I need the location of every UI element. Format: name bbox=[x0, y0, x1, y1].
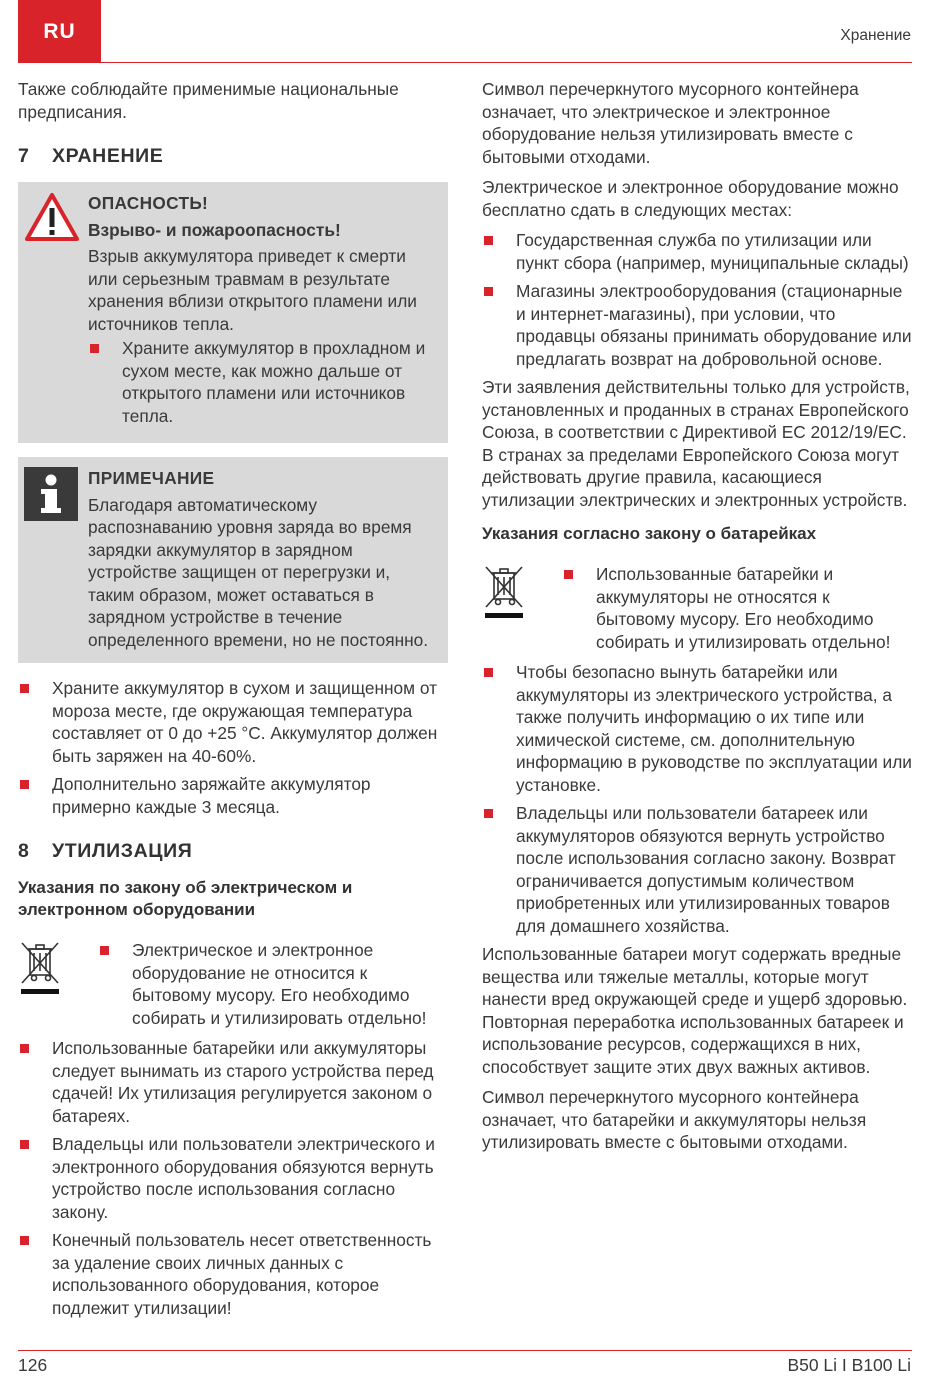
weee-bullet: Электрическое и электронное оборудование не относится к бытовому мусору. Его необходимо собирать и утилизировать отдельно! bbox=[98, 939, 448, 1029]
model-name: B50 Li I B100 Li bbox=[787, 1355, 911, 1375]
section-7-number: 7 bbox=[18, 145, 30, 167]
battery-bullet: Чтобы безопасно вынуть батарейки или аккумуляторы из электрического устройства, а также получить информацию о их типе или химической системе, см. дополнительную информацию в руководстве по эксплуатации или установке. bbox=[482, 661, 912, 796]
danger-text: Взрыв аккумулятора приведет к смерти или серьезным травмам в результате хранения вблизи открытого пламени или источников тепла. bbox=[88, 246, 417, 334]
note-title: ПРИМЕЧАНИЕ bbox=[88, 468, 215, 488]
disposal-bullet: Конечный пользователь несет ответственность за удаление своих личных данных с использованного оборудования, которое подлежит утилизации! bbox=[18, 1229, 448, 1319]
collection-place-item: Государственная служба по утилизации или пункт сбора (например, муниципальные склады) bbox=[482, 229, 912, 274]
footer-rule bbox=[18, 1350, 912, 1351]
storage-bullet: Дополнительно заряжайте аккумулятор примерно каждые 3 месяца. bbox=[18, 773, 448, 818]
section-7-title: ХРАНЕНИЕ bbox=[52, 145, 164, 167]
collection-intro: Электрическое и электронное оборудование можно бесплатно сдать в следующих местах: bbox=[482, 177, 899, 220]
weee-subheading: Указания по закону об электрическом и электронном оборудовании bbox=[18, 878, 353, 919]
collection-place-item: Магазины электрооборудования (стационарные и интернет-магазины), при условии, что продавцы обязаны принимать оборудование или предлагать возврат на добровольной основе. bbox=[482, 280, 912, 370]
disposal-bullet: Использованные батарейки или аккумуляторы следует вынимать из старого устройства перед сдачей! Их утилизация регулируется законом о батареях. bbox=[18, 1037, 448, 1127]
disposal-bullet: Владельцы или пользователи электрического и электронного оборудования обязуются вернуть устройство после использования согласно закону. bbox=[18, 1133, 448, 1223]
weee-block bbox=[18, 939, 448, 1029]
storage-bullet: Храните аккумулятор в сухом и защищенном от мороза месте, где окружающая температура составляет от 0 до +25 °C. Аккумулятор должен быть заряжен на 40-60%. bbox=[18, 677, 448, 767]
battery-subheading: Указания согласно закону о батарейках bbox=[482, 524, 817, 543]
eu-validity-paragraph: Эти заявления действительны только для устройств, установленных и проданных в странах Европейского Союза, в соответствии с Директивой ЕС 2012/19/ЕС. В странах за пределами Европейского Союза могут действовать другие правила, касающиеся утилизации электрических и электронных устройств. bbox=[482, 377, 910, 510]
battery-symbol-paragraph: Символ перечеркнутого мусорного контейнера означает, что батарейки и аккумуляторы нельзя утилизировать вместе с бытовыми отходами. bbox=[482, 1087, 867, 1152]
header-section-title: Хранение bbox=[840, 27, 911, 44]
battery-weee-block bbox=[482, 563, 912, 653]
info-icon bbox=[24, 467, 78, 526]
danger-title: ОПАСНОСТЬ! bbox=[88, 193, 209, 213]
intro-paragraph: Также соблюдайте применимые национальные предписания. bbox=[18, 79, 399, 122]
danger-bullet: Храните аккумулятор в прохладном и сухом месте, как можно дальше от открытого пламени или источников тепла. bbox=[88, 337, 436, 427]
symbol-paragraph: Символ перечеркнутого мусорного контейнера означает, что электрическое и электронное оборудование нельзя утилизировать вместе с бытовыми отходами. bbox=[482, 79, 859, 167]
battery-bullet: Владельцы или пользователи батареек или аккумуляторов обязуются вернуть устройство после использования согласно закону. Возврат ограничивается допустимым количеством приобретенных или утилизированных товаров для домашнего хозяйства. bbox=[482, 802, 912, 937]
language-badge: RU bbox=[18, 0, 101, 63]
crossed-bin-icon bbox=[18, 939, 62, 1002]
warning-triangle-icon bbox=[24, 192, 80, 247]
danger-box bbox=[18, 182, 448, 443]
battery-weee-bullet: Использованные батарейки и аккумуляторы не относятся к бытовому мусору. Его необходимо собирать и утилизировать отдельно! bbox=[562, 563, 912, 653]
right-column bbox=[482, 78, 912, 1162]
page-number: 126 bbox=[18, 1355, 48, 1375]
note-box bbox=[18, 457, 448, 663]
section-8-title: УТИЛИЗАЦИЯ bbox=[52, 840, 193, 862]
header-rule bbox=[101, 62, 912, 63]
left-column bbox=[18, 78, 448, 1325]
note-text: Благодаря автоматическому распознаванию уровня заряда во время зарядки аккумулятор в зарядном устройстве защищен от перегрузки и, таким образом, может оставаться в зарядном устройстве в течение определенного времени, но не постоянно. bbox=[88, 494, 429, 650]
section-7-heading bbox=[18, 145, 448, 168]
section-8-number: 8 bbox=[18, 840, 30, 862]
section-8-heading bbox=[18, 840, 448, 863]
harmful-substances-paragraph: Использованные батареи могут содержать вредные вещества или тяжелые металлы, которые могут нанести вред окружающей среде и ущерб здоровью. Повторная переработка использованных батареек и использование ресурсов, содержащихся в них, способствует защите этих двух важных активов. bbox=[482, 944, 908, 1077]
danger-subtitle: Взрыво- и пожароопасность! bbox=[88, 219, 341, 240]
crossed-bin-icon bbox=[482, 563, 526, 626]
